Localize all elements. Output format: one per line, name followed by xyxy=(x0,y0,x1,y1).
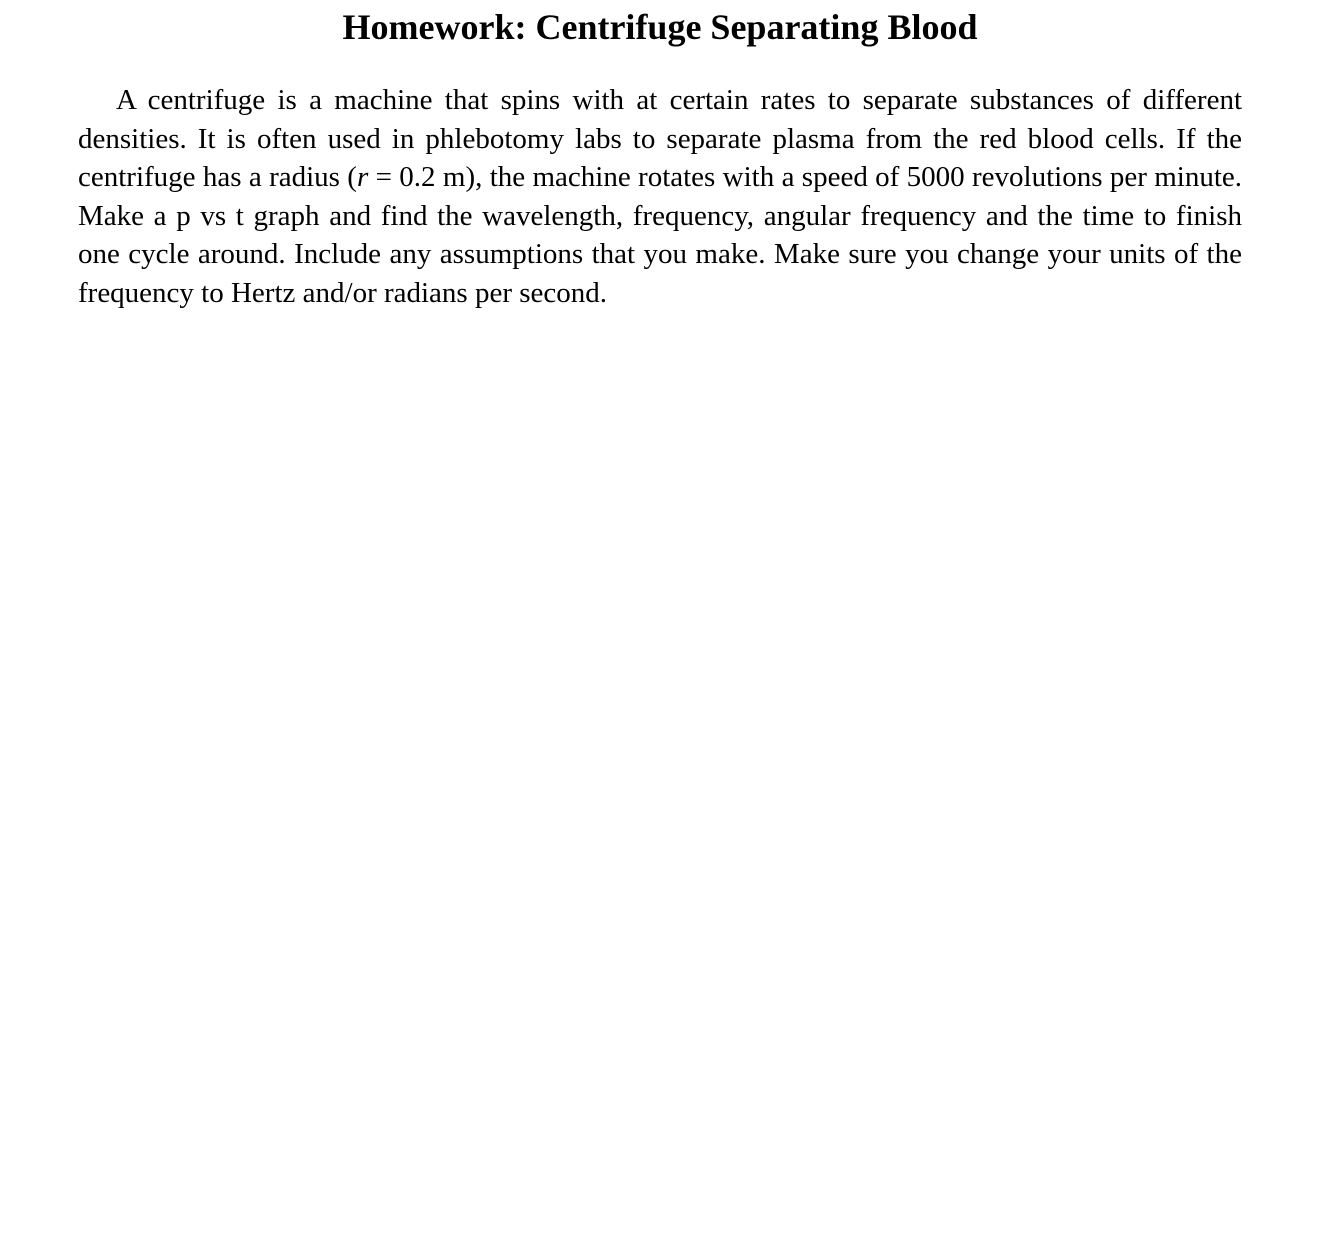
problem-statement xyxy=(78,81,1242,313)
page-title: Homework: Centrifuge Separating Blood xyxy=(342,7,978,47)
document-page xyxy=(78,0,1242,313)
problem-text-part1: A centrifuge is a machine that spins with at certain rates to separate substances of different densities. It is often used in phlebotomy labs to separate plasma from the red blood cells. If the centrifuge has a radius ( xyxy=(78,84,1242,194)
problem-text-part2: = 0.2 m), the machine rotates with a speed of 5000 revolutions per minute. Make a p vs t graph and find the wavelength, frequency, angular frequency and the time to finish one cycle around. Include any assumptions that you make. Make sure you change your units of the frequency to Hertz and/or radians per second. xyxy=(78,161,1242,309)
radius-variable: r xyxy=(356,161,369,194)
